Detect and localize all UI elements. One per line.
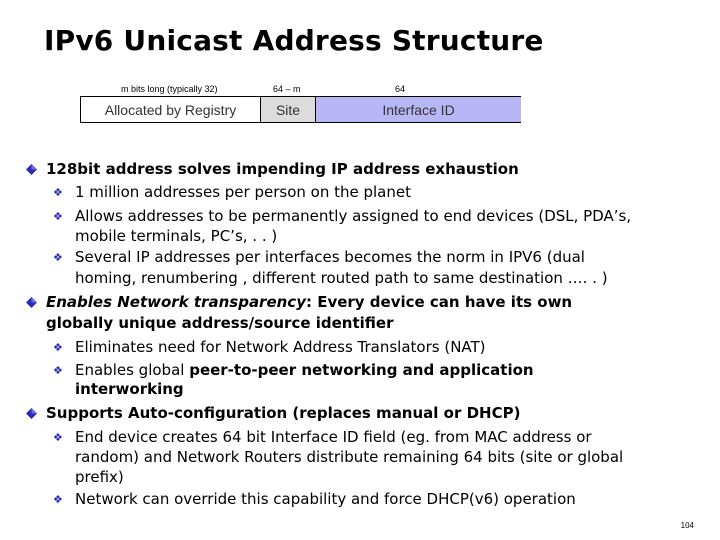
checkmark-diamond-icon: ❖ <box>53 493 63 506</box>
bullet-2-sub-1: Eliminates need for Network Address Translators (NAT) <box>75 338 486 356</box>
bullet-2-sub-2-pre: Enables global <box>75 361 190 379</box>
bullet-3-sub-2: Network can override this capability and force DHCP(v6) operation <box>75 490 576 508</box>
bullet-2-text <box>46 292 572 313</box>
bullet-3-sub-1c: prefix) <box>75 468 124 486</box>
checkmark-diamond-icon: ❖ <box>53 341 63 354</box>
bullet-1-text: 128bit address solves impending IP address exhaustion <box>46 160 519 178</box>
bullet-3-sub-1b: random) and Network Routers distribute remaining 64 bits (site or global <box>75 448 624 466</box>
bullet-3-sub-1a: End device creates 64 bit Interface ID field (eg. from MAC address or <box>75 428 592 446</box>
bullet-1-sub-2b: mobile terminals, PC’s, . . ) <box>75 227 278 245</box>
site-bits-label: 64 – m <box>273 84 301 94</box>
interface-id-field: Interface ID <box>316 97 521 122</box>
bullet-2-line-2: globally unique address/source identifier <box>46 314 394 332</box>
bullet-1-sub-2a: Allows addresses to be permanently assigned to end devices (DSL, PDA’s, <box>75 207 632 225</box>
diamond-bullet-icon <box>26 408 37 419</box>
checkmark-diamond-icon: ❖ <box>53 364 63 377</box>
checkmark-diamond-icon: ❖ <box>53 186 63 199</box>
slide-title: IPv6 Unicast Address Structure <box>44 24 544 57</box>
page-number: 104 <box>680 521 694 530</box>
bullet-1-sub-1: 1 million addresses per person on the planet <box>75 183 411 201</box>
diamond-bullet-icon <box>26 164 37 175</box>
registry-bits-label: m bits long (typically 32) <box>121 84 218 94</box>
bullet-2-sub-2-bold: peer-to-peer networking and application <box>189 361 534 379</box>
bullet-2-sub-2-line-2: interworking <box>75 380 184 398</box>
checkmark-diamond-icon: ❖ <box>53 251 63 264</box>
checkmark-diamond-icon: ❖ <box>53 431 63 444</box>
address-structure-bar <box>80 96 521 123</box>
bullet-2-sub-2 <box>75 360 534 381</box>
bullet-2-italic: Enables Network transparency <box>46 293 306 311</box>
site-field: Site <box>261 97 316 122</box>
registry-field: Allocated by Registry <box>81 97 261 122</box>
bullet-2-rest: : Every device can have its own <box>305 293 573 311</box>
checkmark-diamond-icon: ❖ <box>53 210 63 223</box>
interface-bits-label: 64 <box>395 84 406 94</box>
bullet-1-sub-3b: homing, renumbering , different routed path to same destination …. . ) <box>75 269 608 287</box>
diamond-bullet-icon <box>26 297 37 308</box>
bullet-3-text: Supports Auto-configuration (replaces manual or DHCP) <box>46 404 521 422</box>
bullet-1-sub-3a: Several IP addresses per interfaces becomes the norm in IPV6 (dual <box>75 248 585 266</box>
